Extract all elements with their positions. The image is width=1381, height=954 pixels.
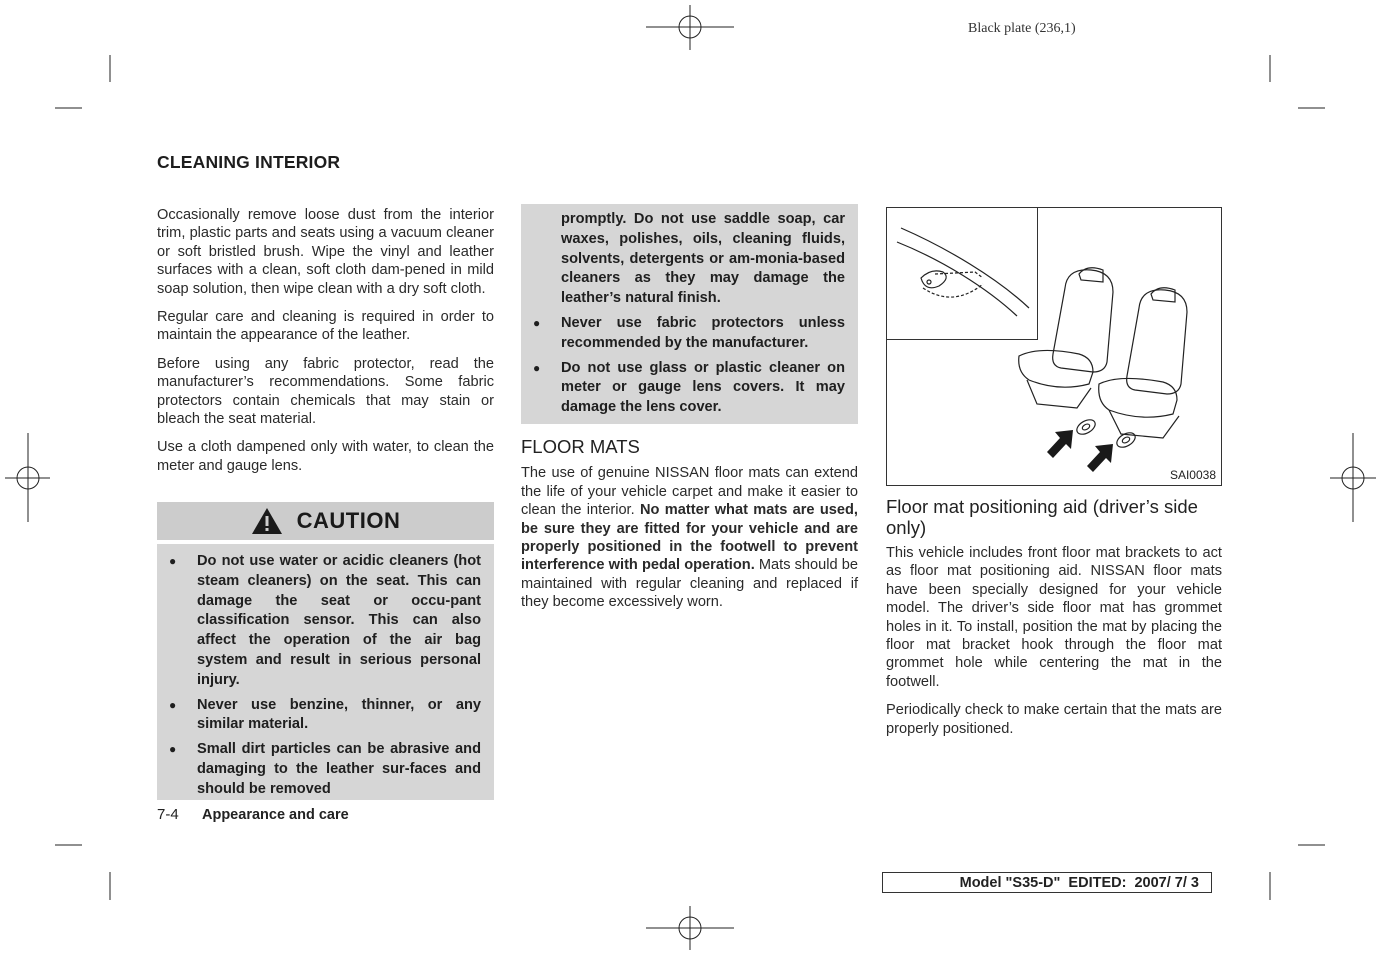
bullet-text: Do not use glass or plastic cleaner on meter or gauge lens covers. It may damage the lens cover. [561,359,845,416]
floor-mats-text-end: Mats should be maintained with regular cleaning and replaced if they become excessively worn. [521,557,858,611]
model-edit-box [882,872,1212,893]
floor-mats-section [521,438,858,622]
plate-label: Black plate (236,1) [968,21,1076,36]
floor-mats-heading: FLOOR MATS [521,436,640,457]
bullet-icon: ● [169,697,177,712]
seat-illustration [886,207,1222,486]
bullet-icon: ● [533,360,541,375]
floor-mats-text-bold: No matter what mats are used, be sure they are fitted for your vehicle and are properly positioned in the footwell to prevent interference with pedal operation. [521,502,858,574]
footer-section-name: Appearance and care [202,807,349,823]
bullet-icon: ● [169,554,177,568]
arrow-icons [1047,430,1113,472]
bullet-text: Small dirt particles can be abrasive and damaging to the leather sur-faces and should be removed [197,741,481,797]
bullet-text: Never use fabric protectors unless recommended by the manufacturer. [561,314,845,351]
caution-label: CAUTION [296,508,401,533]
paragraph: Occasionally remove loose dust from the interior trim, plastic parts and seats using a vacuum cleaner or soft bristled brush. Wipe the vinyl and leather surfaces with a clean, soft cloth dam-pened in mild soap solution, then wipe clean with a dry soft cloth. [157,207,494,297]
paragraph: Before using any fabric protector, read the manufacturer’s recommendations. Some fabric protectors contain chemicals that may stain or bleach the seat material. [157,355,494,428]
paragraph: Use a cloth dampened only with water, to clean the meter and gauge lens. [157,439,494,474]
paragraph: Regular care and cleaning is required in order to maintain the appearance of the leather. [157,309,494,344]
left-column [157,206,494,485]
caution-continuation: promptly. Do not use saddle soap, car waxes, polishes, oils, cleaning fluids, solvents, detergents or am-monia-based cleaners as they may damage the leather’s natural finish. [561,211,845,307]
caution-header [157,502,494,540]
caution-bullet [169,740,481,799]
bullet-text: Never use benzine, thinner, or any similar material. [197,696,481,733]
paragraph: This vehicle includes front floor mat brackets to act as floor mat positioning aid. NISSAN floor mats have been specially designed for your vehicle model. The driver’s side floor mat has grommet holes in it. To install, position the mat by placing the floor mat bracket hook through the floor mat grommet hole while centering the mat in the footwell. [886,545,1222,690]
positioning-aid-heading: Floor mat positioning aid (driver’s side only) [886,496,1198,538]
caution-bullet [533,359,845,418]
caution-bullet [533,314,845,354]
caution-bullet [169,552,481,691]
warning-triangle-icon [251,507,283,535]
paragraph: Periodically check to make certain that the mats are properly positioned. [886,702,1222,737]
seats-drawing [887,208,1221,485]
section-title: CLEANING INTERIOR [157,152,341,172]
model-edit-text: Model "S35-D" EDITED: 2007/ 7/ 3 [959,874,1199,891]
positioning-aid-section [886,496,1222,748]
caution-box-left [157,544,494,800]
bullet-icon: ● [533,315,541,330]
floor-mats-text-start: The use of genuine NISSAN floor mats can extend the life of your vehicle carpet and make it easier to clean the interior. [521,465,858,519]
bullet-icon: ● [169,742,177,757]
page-number: 7-4 [157,806,179,823]
bullet-text: Do not use water or acidic cleaners (hot steam cleaners) on the seat. This can damage the seat or occu-pant classification sensor. This can also affect the operation of the air bag system and result in serious personal injury. [197,553,481,688]
caution-bullet [169,696,481,736]
figure-code: SAI0038 [1169,468,1216,482]
caution-box-right [521,204,858,424]
